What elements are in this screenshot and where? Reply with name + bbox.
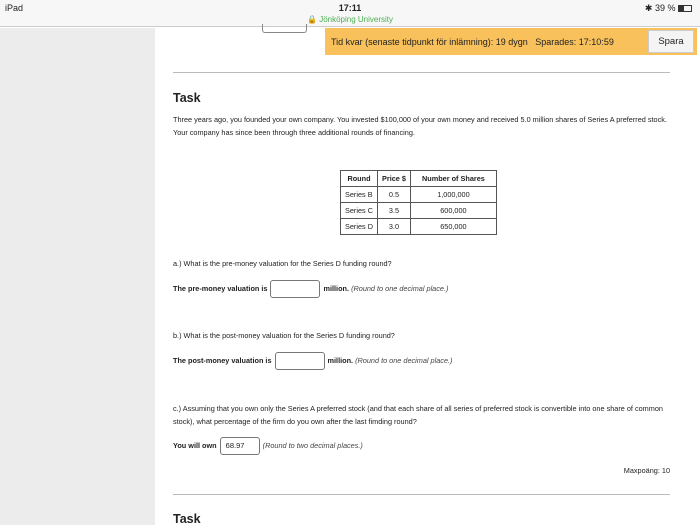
col-header: Round — [341, 171, 378, 187]
save-button[interactable]: Spara — [648, 30, 694, 53]
col-header: Number of Shares — [410, 171, 496, 187]
previous-answer-input[interactable] — [262, 24, 307, 33]
battery-percent: 39 % — [654, 3, 676, 13]
time-remaining-text: Tid kvar (senaste tidpunkt för inlämning): 19 dygn Sparades: 17:10:59 — [331, 36, 614, 47]
table-row — [341, 203, 497, 219]
cell: 650,000 — [410, 219, 496, 235]
table-row — [341, 187, 497, 203]
answer-c-row — [173, 437, 673, 455]
max-points: Maxpoäng: 10 — [623, 466, 670, 475]
next-task-title: Task — [173, 512, 201, 526]
ownership-input[interactable]: 68.97 — [220, 437, 260, 455]
col-header: Price $ — [377, 171, 410, 187]
task-intro: Three years ago, you founded your own company. You invested $100,000 of your own money and received 5.0 million shares of Series A preferred stock. Your company has since been through three additional rounds of financing. — [173, 115, 667, 137]
divider — [173, 72, 670, 73]
cell: 1,000,000 — [410, 187, 496, 203]
battery-status — [645, 3, 692, 14]
question-c: c.) Assuming that you own only the Series A preferred stock (and that each share of all series of preferred stock is convertible into one share of common stock), what percentage of the firm do you own after the last fimding round? — [173, 404, 663, 426]
task-title: Task — [173, 91, 201, 105]
lock-icon: 🔒 — [306, 15, 317, 24]
site-name: Jönköping University — [319, 15, 393, 24]
divider — [173, 494, 670, 495]
unit-label: million. — [327, 355, 354, 365]
answer-b-label: The post-money valuation is — [173, 355, 272, 365]
pre-money-input[interactable] — [270, 280, 320, 298]
hint: (Round to one decimal place.) — [355, 355, 453, 365]
cell: 0.5 — [377, 187, 410, 203]
question-b: b.) What is the post-money valuation for the Series D funding round? — [173, 331, 395, 340]
hint: (Round to two decimal places.) — [262, 440, 363, 450]
cell: Series C — [341, 203, 378, 219]
bluetooth-icon: ✱ — [644, 3, 653, 13]
cell: 3.0 — [377, 219, 410, 235]
sidebar — [0, 28, 155, 525]
site-url — [0, 15, 700, 24]
answer-b-row — [173, 352, 673, 370]
battery-icon — [678, 5, 692, 12]
time-banner — [325, 28, 697, 55]
table-row — [341, 219, 497, 235]
question-a: a.) What is the pre-money valuation for the Series D funding round? — [173, 259, 392, 268]
post-money-input[interactable] — [275, 352, 325, 370]
cell: Series B — [341, 187, 378, 203]
answer-c-label: You will own — [173, 440, 217, 450]
financing-table — [340, 170, 497, 235]
clock: 17:11 — [338, 3, 362, 13]
answer-a-label: The pre-money valuation is — [173, 283, 268, 293]
device-label: iPad — [5, 3, 24, 13]
answer-a-row — [173, 280, 673, 298]
cell: 3.5 — [377, 203, 410, 219]
cell: 600,000 — [410, 203, 496, 219]
hint: (Round to one decimal place.) — [351, 283, 449, 293]
unit-label: million. — [323, 283, 350, 293]
cell: Series D — [341, 219, 378, 235]
status-bar — [0, 0, 700, 27]
